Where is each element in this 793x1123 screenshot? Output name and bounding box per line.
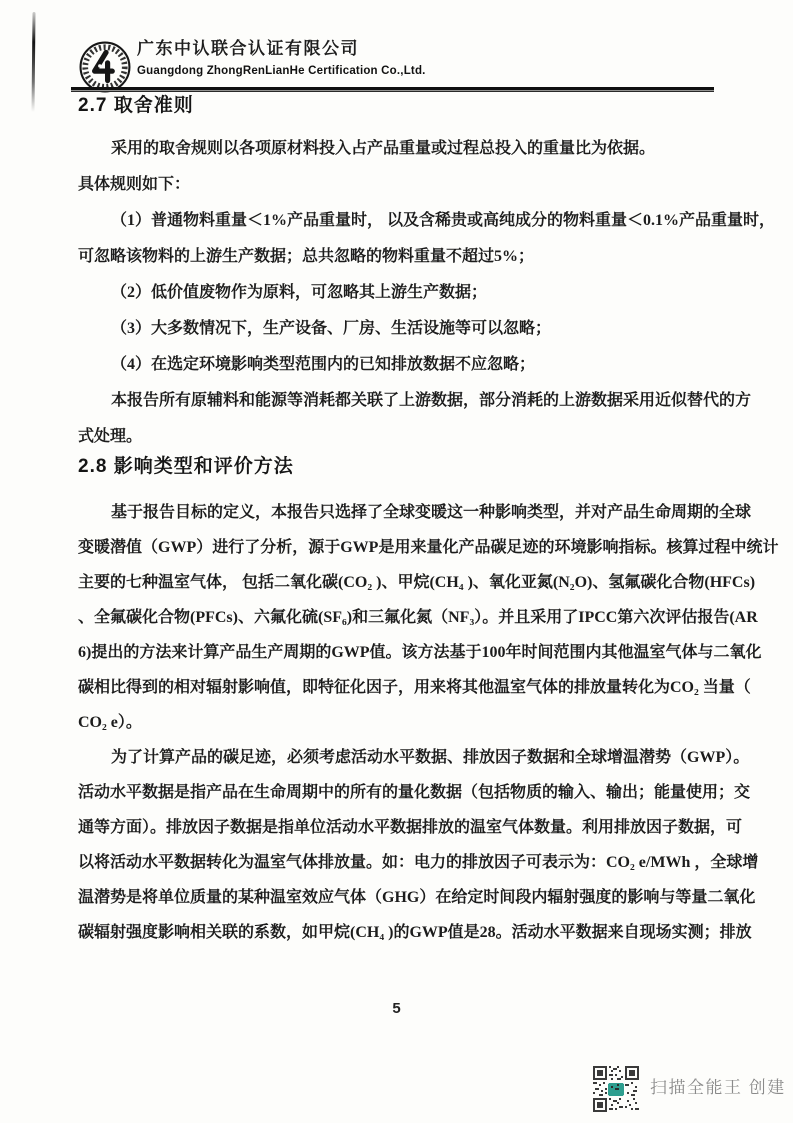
letterhead (79, 38, 426, 93)
text-line: 主要的七种温室气体， 包括二氧化碳(CO₂ )、甲烷(CH₄ )、氧化亚氮(N₂O)、氢氟碳化合物(HFCs) (78, 574, 756, 591)
text-line: 温潜势是将单位质量的某种温室效应气体（GHG）在给定时间段内辐射强度的影响与等量二氧化 (78, 889, 756, 906)
section-heading-2-8: 2.8 影响类型和评价方法 (78, 456, 294, 477)
scan-artifact-line (31, 12, 35, 112)
text-line: 6)提出的方法来计算产品生产周期的GWP值。该方法基于100年时间范围内其他温室气体与二氧化 (78, 644, 762, 661)
company-names (137, 38, 426, 77)
company-name-en: Guangdong ZhongRenLianHe Certification Co.,Ltd. (137, 65, 426, 77)
text-line: 采用的取舍规则以各项原材料投入占产品重量或过程总投入的重量比为依据。 (111, 140, 656, 157)
text-line: （4）在选定环境影响类型范围内的已知排放数据不应忽略； (111, 356, 536, 373)
text-line: 碳辐射强度影响相关联的系数，如甲烷(CH₄ )的GWP值是28。活动水平数据来自现场实测；排放 (78, 924, 752, 941)
text-line: 为了计算产品的碳足迹，必须考虑活动水平数据、排放因子数据和全球增温潜势（GWP）。 (111, 749, 750, 766)
text-line: 式处理。 (78, 428, 143, 445)
text-line: 活动水平数据是指产品在生命周期中的所有的量化数据（包括物质的输入、输出；能量使用；交 (78, 784, 751, 801)
page-number: 5 (392, 1000, 401, 1017)
section-heading-2-7: 2.7 取舍准则 (78, 95, 194, 116)
camscanner-created-label: 扫描全能王 创建 (650, 1078, 786, 1097)
text-line: （1）普通物料重量＜1%产品重量时， 以及含稀贵或高纯成分的物料重量＜0.1%产品重量时， (111, 212, 776, 229)
text-line: CO₂ e）。 (78, 714, 142, 731)
text-line: 、全氟碳化合物(PFCs)、六氟化硫(SF₆)和三氟化氮（NF₃）。并且采用了IPCC第六次评估报告(AR (78, 609, 758, 626)
section-2-8 (78, 455, 779, 950)
text-line: 碳相比得到的相对辐射影响值，即特征化因子，用来将其他温室气体的排放量转化为CO₂ 当量（ (78, 679, 751, 696)
company-seal-icon (79, 41, 131, 93)
text-line: 具体规则如下： (78, 176, 191, 193)
text-line: （2）低价值废物作为原料，可忽略其上游生产数据； (111, 284, 488, 301)
text-line: 以将活动水平数据转化为温室气体排放量。如：电力的排放因子可表示为：CO₂ e/MWh ，全球增 (78, 854, 759, 871)
camscanner-qr-code-icon (593, 1066, 639, 1112)
text-line: （3）大多数情况下，生产设备、厂房、生活设施等可以忽略； (111, 320, 552, 337)
header-rule (71, 87, 714, 92)
text-line: 基于报告目标的定义，本报告只选择了全球变暖这一种影响类型，并对产品生命周期的全球 (111, 504, 752, 521)
text-line: 变暖潜值（GWP）进行了分析，源于GWP是用来量化产品碳足迹的环境影响指标。核算过程中统计 (78, 539, 779, 556)
company-name-zh: 广东中认联合认证有限公司 (137, 39, 359, 58)
text-line: 本报告所有原辅料和能源等消耗都关联了上游数据，部分消耗的上游数据采用近似替代的方 (111, 392, 752, 409)
text-line: 可忽略该物料的上游生产数据；总共忽略的物料重量不超过5%； (78, 248, 535, 265)
text-line: 通等方面）。排放因子数据是指单位活动水平数据排放的温室气体数量。利用排放因子数据，可 (78, 819, 743, 836)
document-body (78, 95, 779, 950)
section-2-7 (78, 95, 776, 455)
